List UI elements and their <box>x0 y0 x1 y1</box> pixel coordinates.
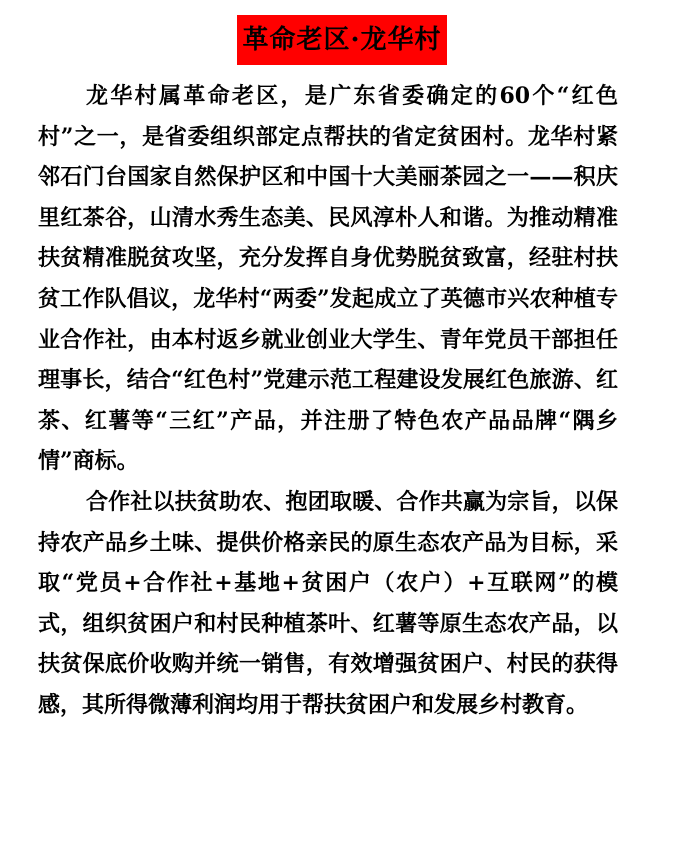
paragraph-cooperative: 合作社以扶贫助农、抱团取暖、合作共赢为宗旨，以保持农产品乡土味、提供价格亲民的原生态农产品为目标，采取“党员+合作社+基地+贫困户（农户）+互联网”的模式，组织贫困户和村民种植茶叶、红薯等原生态农产品，以扶贫保底价收购并统一销售，有效增强贫困户、村民的获得感，其所得微薄利润均用于帮扶贫困户和发展乡村教育。 <box>38 488 618 718</box>
document-body <box>38 76 618 726</box>
paragraph-intro: 龙华村属革命老区，是广东省委确定的60个“红色村”之一，是省委组织部定点帮扶的省定贫困村。龙华村紧邻石门台国家自然保护区和中国十大美丽茶园之一——积庆里红茶谷，山清水秀生态美、民风淳朴人和谐。为推动精准扶贫精准脱贫攻坚，充分发挥自身优势脱贫致富，经驻村扶贫工作队倡议，龙华村“两委”发起成立了英德市兴农种植专业合作社，由本村返乡就业创业大学生、青年党员干部担任理事长，结合“红色村”党建示范工程建设发展红色旅游、红茶、红薯等“三红”产品，并注册了特色农产品品牌“隅乡情”商标。 <box>38 83 618 475</box>
document-title: 革命老区·龙华村 <box>237 15 446 65</box>
title-container <box>0 15 684 65</box>
